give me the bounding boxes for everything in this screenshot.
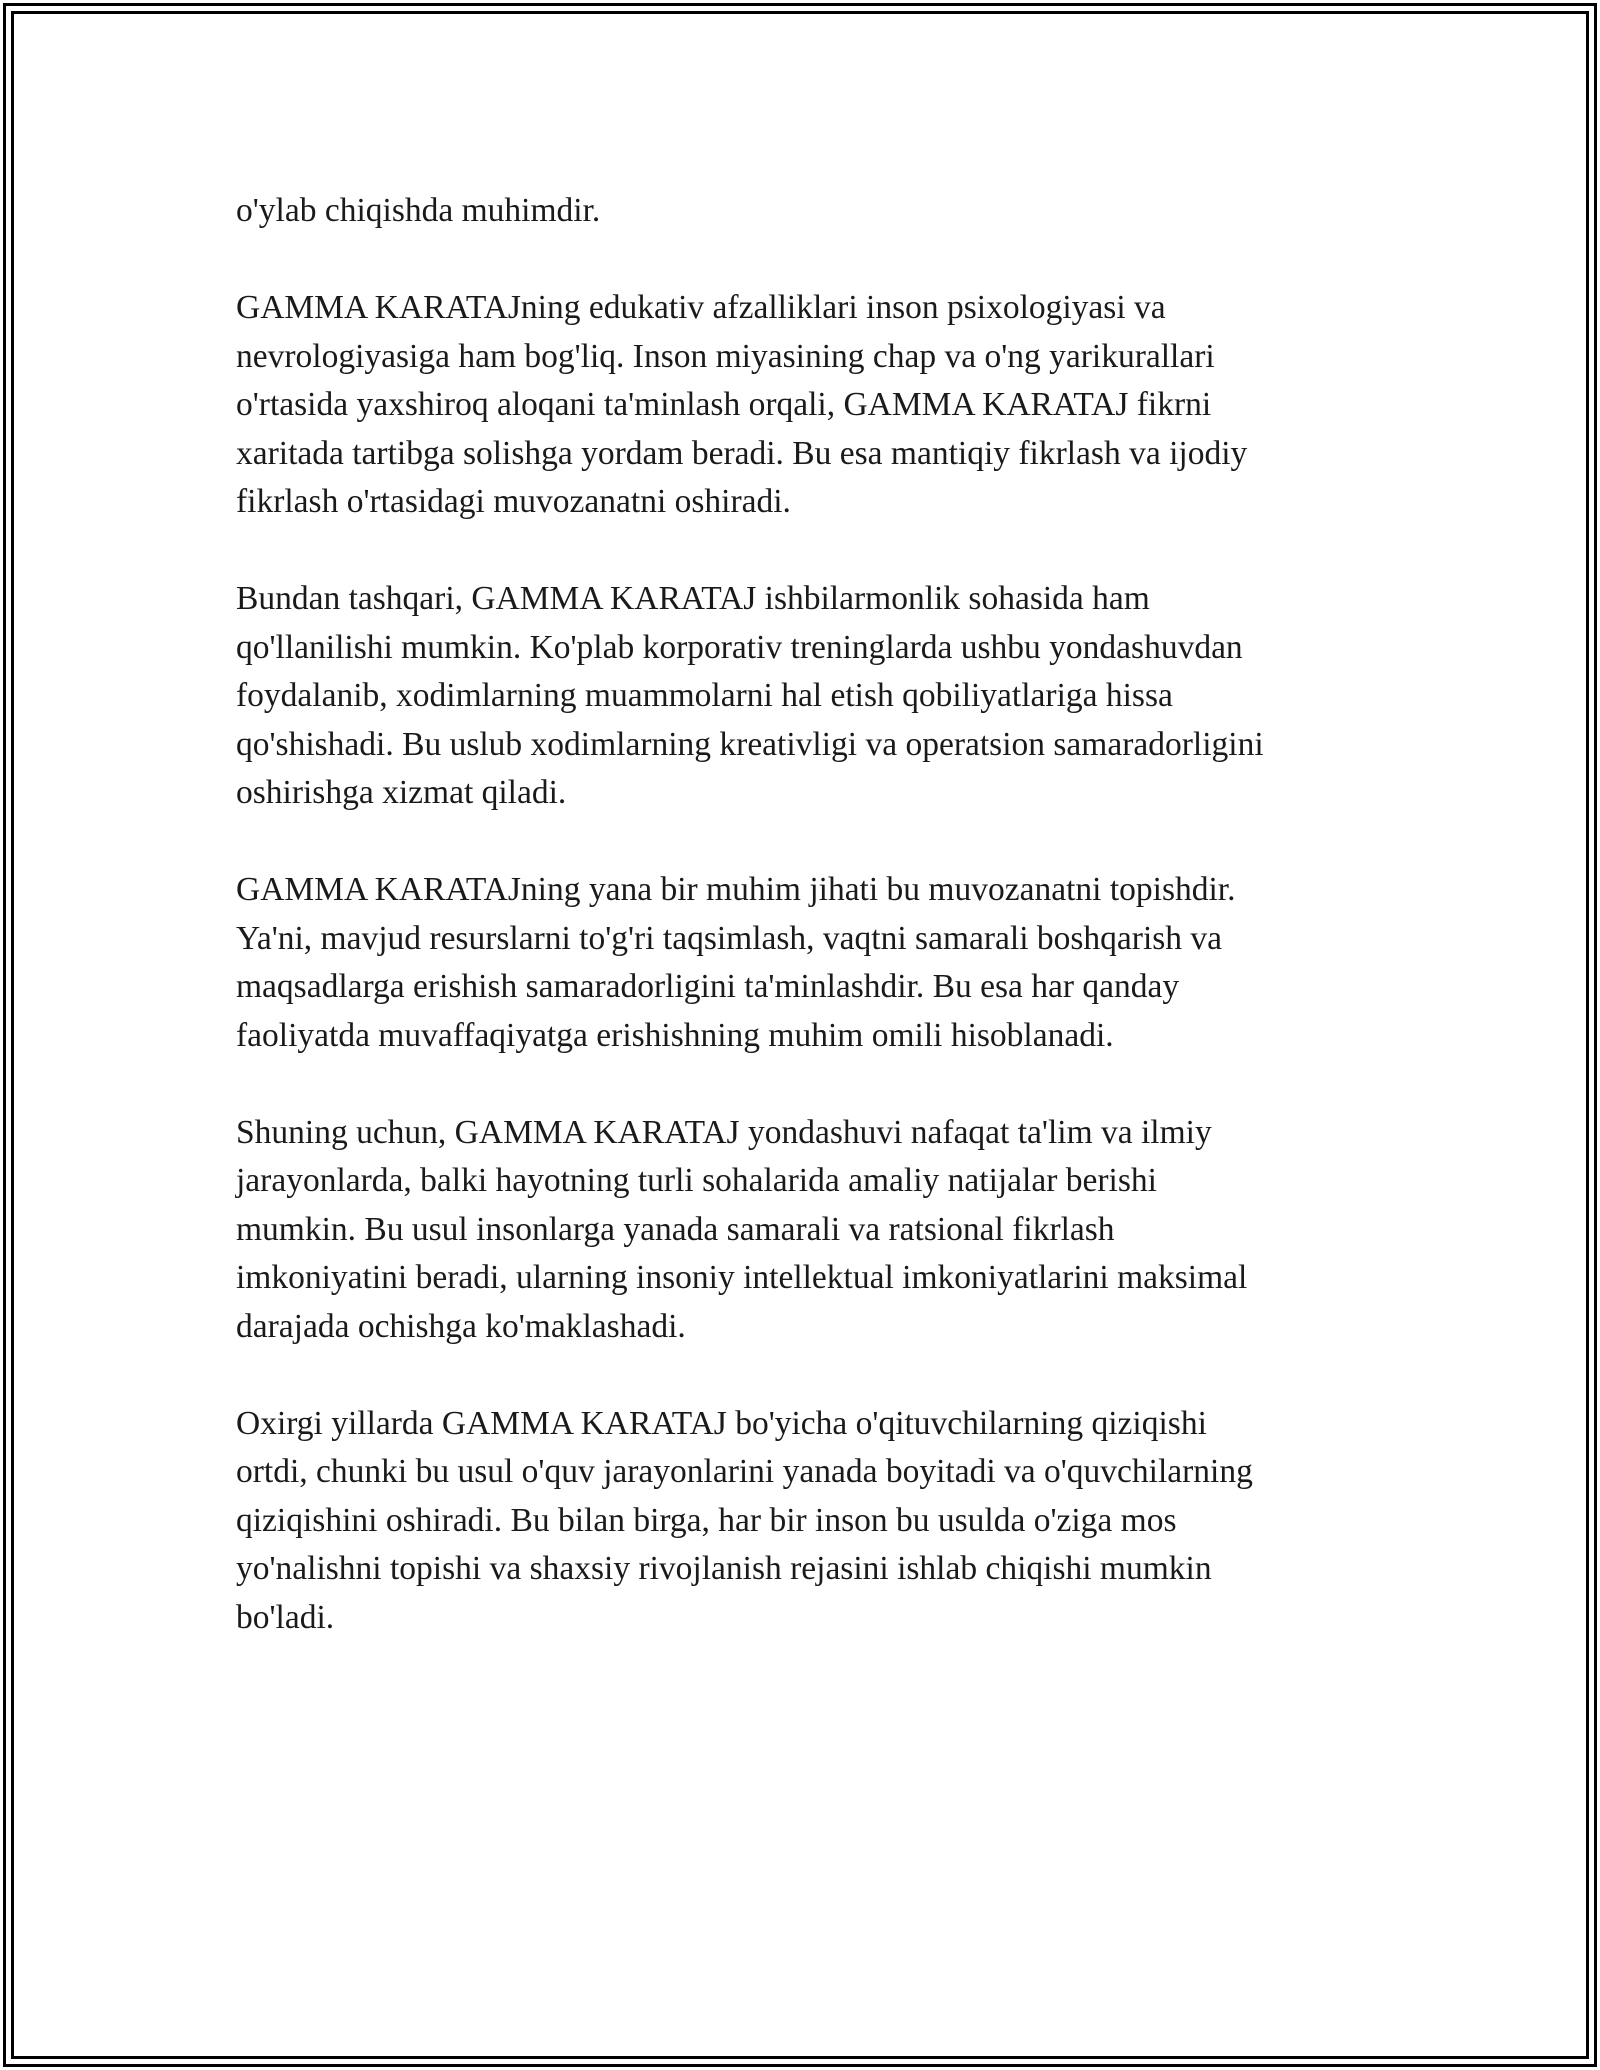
paragraph-applications: Shuning uchun, GAMMA KARATAJ yondashuvi nafaqat ta'lim va ilmiy jarayonlarda, balki hayotning turli sohalarida amaliy natijalar berishi mumkin. Bu usul insonlarga yanada samarali va ratsional fikrlash imkoniyatini beradi, ularning insoniy intellektual imkoniyatlarini maksimal darajada ochishga ko'maklashadi. bbox=[236, 1113, 1248, 1345]
body-text bbox=[236, 187, 1386, 1691]
paragraph-recent-interest: Oxirgi yillarda GAMMA KARATAJ bo'yicha o'qituvchilarning qiziqishi ortdi, chunki bu usul o'quv jarayonlarini yanada boyitadi va o'quvchilarning qiziqishini oshiradi. Bu bilan birga, har bir inson bu usulda o'ziga mos yo'nalishni topishi va shaxsiy rivojlanish rejasini ishlab chiqishi mumkin bo'ladi. bbox=[236, 1404, 1253, 1636]
paragraph-business-use: Bundan tashqari, GAMMA KARATAJ ishbilarmonlik sohasida ham qo'llanilishi mumkin. Ko'plab korporativ treninglarda ushbu yondashuvdan foydalanib, xodimlarning muammolarni hal etish qobiliyatlariga hissa qo'shishadi. Bu uslub xodimlarning kreativligi va operatsion samaradorligini oshirishga xizmat qiladi. bbox=[236, 580, 1264, 811]
paragraph-balance: GAMMA KARATAJning yana bir muhim jihati bu muvozanatni topishdir. Ya'ni, mavjud resurslarni to'g'ri taqsimlash, vaqtni samarali boshqarish va maqsadlarga erishish samaradorligini ta'minlashdir. Bu esa har qanday faoliyatda muvaffaqiyatga erishishning muhim omili hisoblanadi. bbox=[236, 871, 1236, 1054]
paragraph-continuation: o'ylab chiqishda muhimdir. bbox=[236, 192, 601, 229]
paragraph-educational-benefits: GAMMA KARATAJning edukativ afzalliklari inson psixologiyasi va nevrologiyasiga ham bog'liq. Inson miyasining chap va o'ng yarikurallari o'rtasida yaxshiroq aloqani ta'minlash orqali, GAMMA KARATAJ fikrni xaritada tartibga solishga yordam beradi. Bu esa mantiqiy fikrlash va ijodiy fikrlash o'rtasidagi muvozanatni oshiradi. bbox=[236, 289, 1248, 520]
